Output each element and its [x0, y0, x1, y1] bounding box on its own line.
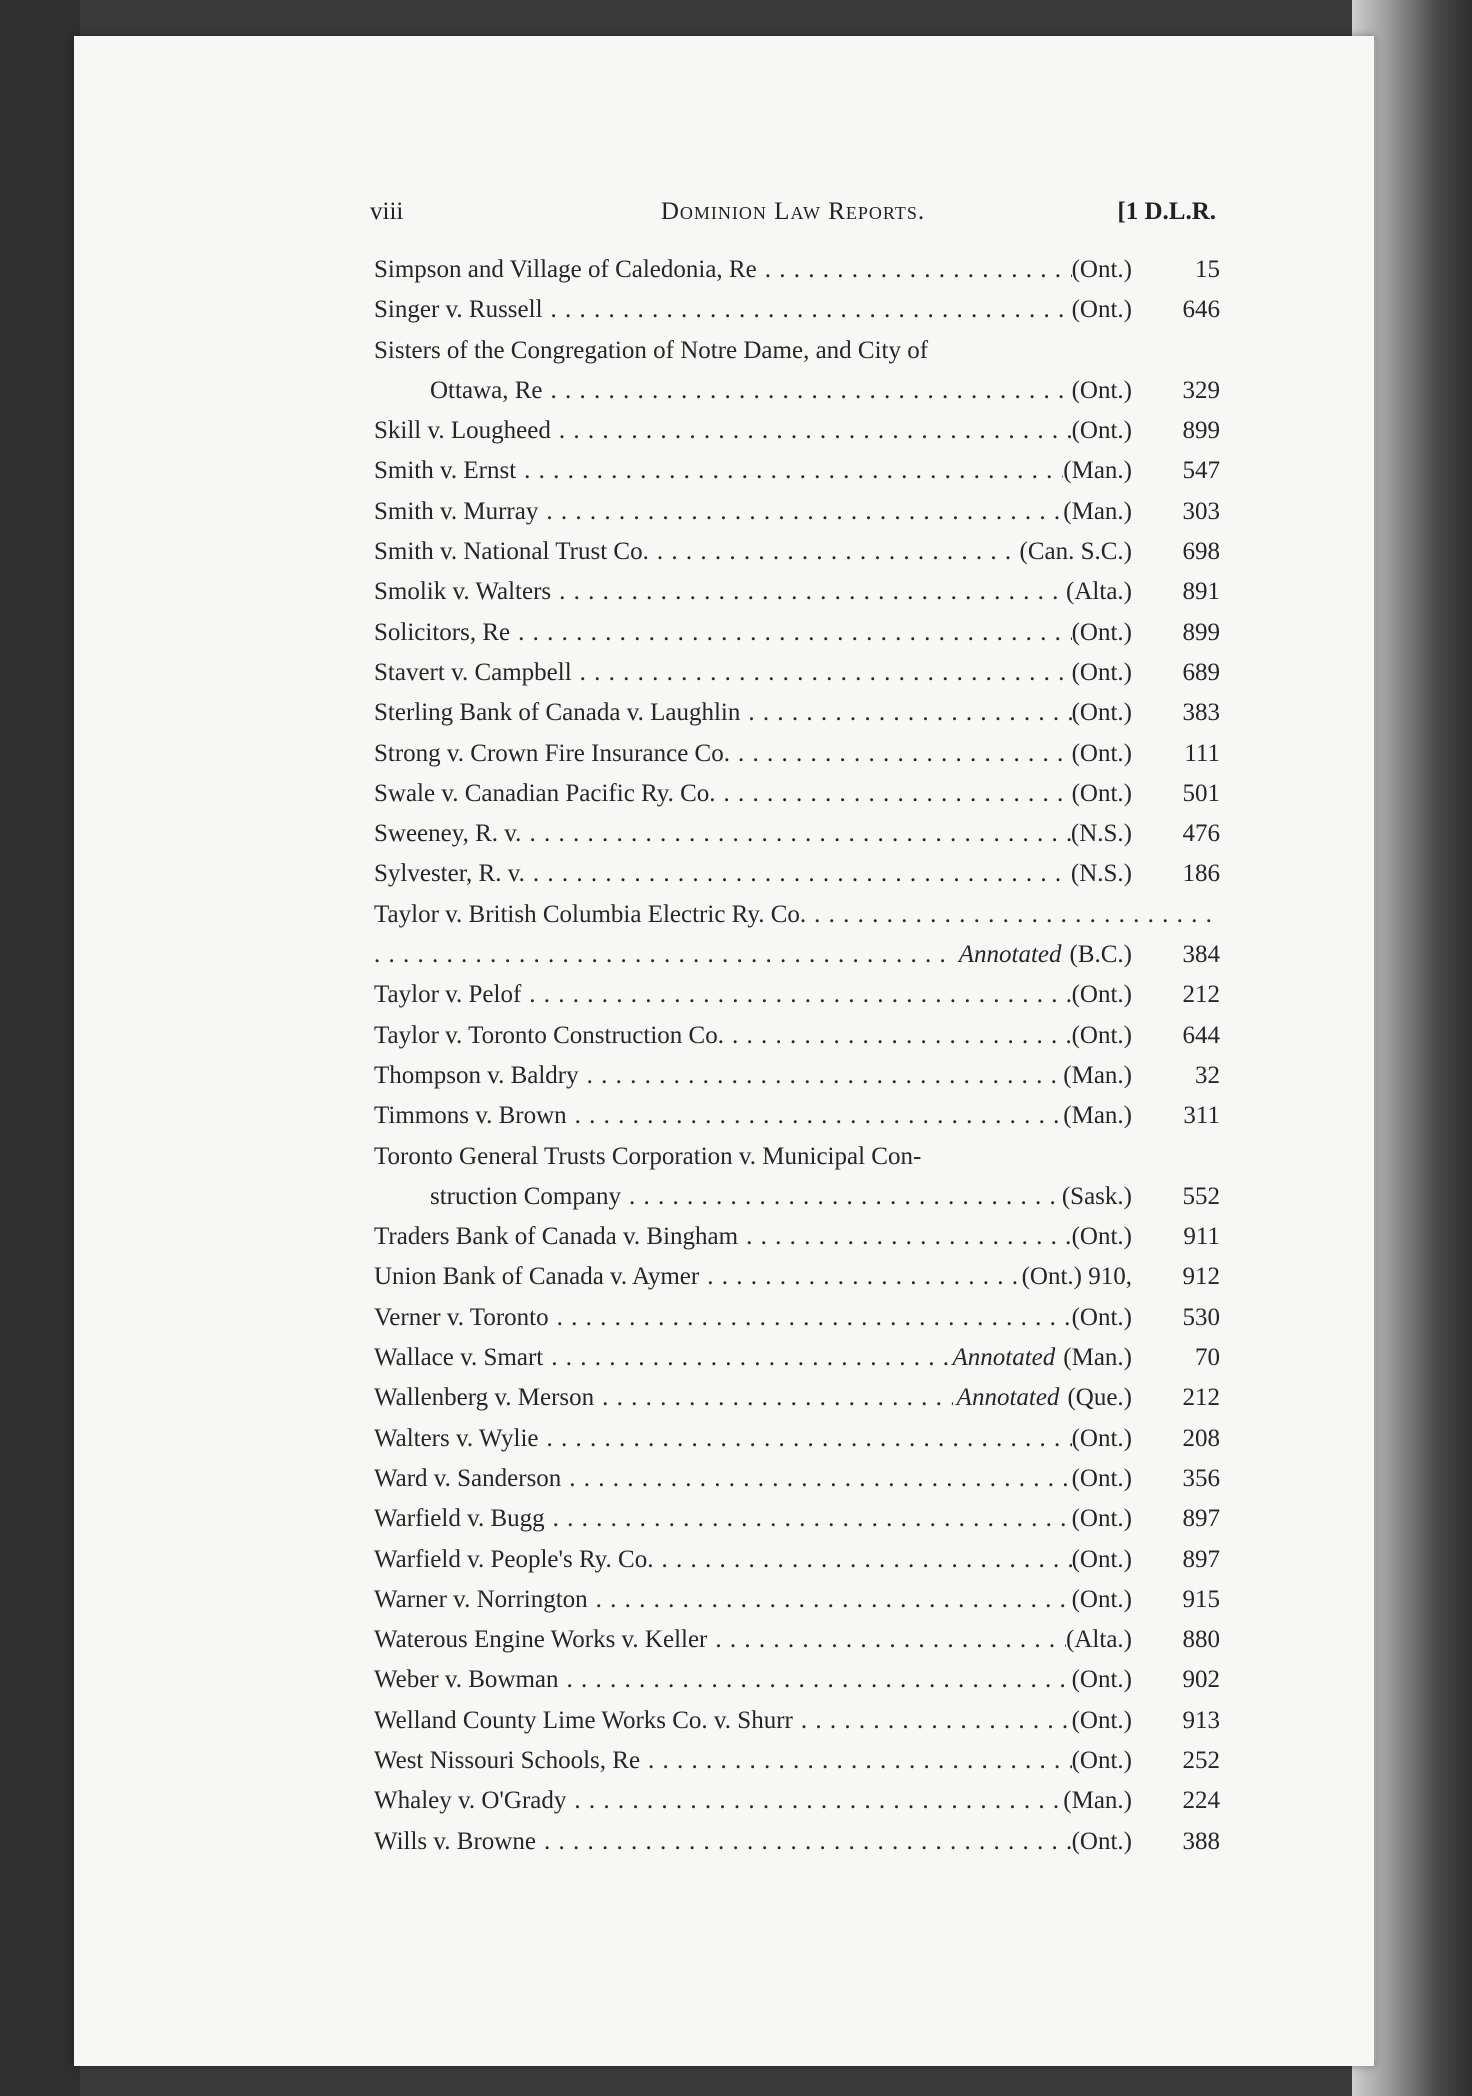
case-name: Wills v. Browne: [374, 1827, 536, 1855]
case-entry: [374, 1223, 1220, 1263]
page-number: 501: [1182, 779, 1220, 807]
page-number: 208: [1182, 1424, 1220, 1452]
case-name: Wallace v. Smart: [374, 1344, 544, 1372]
jurisdiction: (Can. S.C.): [1019, 538, 1132, 566]
case-entry: [374, 1304, 1220, 1344]
jurisdiction: (Man.): [1063, 497, 1132, 525]
dot-leader: [738, 740, 1072, 768]
case-name: Wallenberg v. Merson: [374, 1384, 595, 1412]
dot-leader: [551, 296, 1072, 324]
jurisdiction: (Man.): [1063, 1787, 1132, 1815]
jurisdiction: (Ont.): [1071, 376, 1132, 404]
page-number: 911: [1183, 1223, 1220, 1251]
page-number: 897: [1182, 1545, 1220, 1573]
dot-leader: [546, 498, 1063, 526]
case-name: Smolik v. Walters: [374, 578, 552, 606]
dot-leader: [529, 981, 1071, 1009]
jurisdiction: (Ont.): [1071, 1505, 1132, 1533]
case-name: Stavert v. Campbell: [374, 658, 572, 686]
case-entry: [374, 417, 1220, 457]
dot-leader: [801, 1707, 1072, 1735]
case-entry: [374, 1505, 1220, 1545]
table-of-cases: [374, 256, 1220, 1868]
jurisdiction: (N.S.): [1070, 820, 1132, 848]
dot-leader: [732, 1022, 1072, 1050]
case-entry: [374, 1263, 1220, 1303]
page-number: 899: [1182, 618, 1220, 646]
case-name-continued: Ottawa, Re: [430, 376, 543, 404]
page-number: 252: [1182, 1746, 1220, 1774]
case-name: Weber v. Bowman: [374, 1666, 559, 1694]
case-entry: [374, 1102, 1220, 1142]
page-number: 356: [1182, 1464, 1220, 1492]
jurisdiction: (Man.): [1063, 1061, 1132, 1089]
page-number: 476: [1182, 820, 1220, 848]
scan-background-left: [0, 0, 80, 2096]
case-entry: [374, 901, 1220, 941]
case-entry: [374, 1787, 1220, 1827]
jurisdiction: (Ont.): [1071, 417, 1132, 445]
case-name: West Nissouri Schools, Re: [374, 1746, 641, 1774]
page-number: 329: [1182, 376, 1220, 404]
case-entry: [374, 1546, 1220, 1586]
case-entry: [374, 1062, 1220, 1102]
page-number: 552: [1182, 1182, 1220, 1210]
running-header: [370, 198, 1216, 238]
case-name: Strong v. Crown Fire Insurance Co.: [374, 739, 730, 767]
dot-leader: [602, 1384, 953, 1412]
jurisdiction: (Ont.): [1071, 1827, 1132, 1855]
jurisdiction: (Ont.): [1071, 256, 1132, 283]
page-number: 32: [1195, 1061, 1220, 1089]
jurisdiction: (Alta.): [1066, 578, 1132, 606]
dot-leader: [596, 1586, 1072, 1614]
case-name: Solicitors, Re: [374, 618, 511, 646]
case-entry: [374, 780, 1220, 820]
case-entry-continued: [374, 941, 1220, 981]
case-name: Taylor v. Pelof: [374, 981, 522, 1009]
page-number: 311: [1183, 1102, 1220, 1130]
dot-leader: [587, 1062, 1064, 1090]
dot-leader: [533, 860, 1071, 888]
dot-leader: [559, 417, 1072, 445]
page-number: 880: [1182, 1626, 1220, 1654]
case-name: Smith v. Ernst: [374, 457, 517, 485]
case-entry: [374, 1828, 1220, 1868]
annotated-note: Annotated: [956, 1384, 1060, 1412]
page-number: 899: [1182, 417, 1220, 445]
case-name: Union Bank of Canada v. Aymer: [374, 1263, 700, 1291]
case-entry: [374, 1344, 1220, 1384]
page-number: 70: [1195, 1344, 1220, 1372]
case-entry: [374, 498, 1220, 538]
dot-leader: [765, 256, 1072, 284]
dot-leader: [707, 1263, 1021, 1291]
jurisdiction: (B.C.): [1069, 941, 1132, 969]
case-entry: [374, 1425, 1220, 1465]
page-number: 224: [1182, 1787, 1220, 1815]
page-number: 897: [1182, 1505, 1220, 1533]
dot-leader: [557, 1304, 1072, 1332]
case-entry: [374, 981, 1220, 1021]
volume-label: [1 D.L.R.: [1117, 198, 1216, 225]
case-entry: [374, 1707, 1220, 1747]
case-entry: [374, 1586, 1220, 1626]
case-name: Ward v. Sanderson: [374, 1464, 562, 1492]
dot-leader: [529, 820, 1070, 848]
dot-leader: [524, 457, 1063, 485]
page-number: 913: [1182, 1706, 1220, 1734]
page-number: 383: [1182, 699, 1220, 727]
case-entry: [374, 538, 1220, 578]
jurisdiction: (Ont.) 910,: [1021, 1263, 1132, 1291]
case-entry: [374, 659, 1220, 699]
case-name: Sterling Bank of Canada v. Laughlin: [374, 699, 741, 727]
page-number: 891: [1182, 578, 1220, 606]
dot-leader: [544, 1828, 1072, 1856]
dot-leader: [553, 1505, 1072, 1533]
case-entry: [374, 256, 1220, 296]
case-name: Singer v. Russell: [374, 296, 543, 324]
page-number: 915: [1182, 1585, 1220, 1613]
case-entry: [374, 1626, 1220, 1666]
annotated-note: Annotated: [958, 941, 1062, 969]
page-number: 547: [1182, 457, 1220, 485]
case-name: Smith v. National Trust Co.: [374, 538, 649, 566]
dot-leader: [661, 1546, 1071, 1574]
case-name: Taylor v. British Columbia Electric Ry. Co.: [374, 900, 807, 928]
case-entry: [374, 860, 1220, 900]
case-name: Toronto General Trusts Corporation v. Municipal Con-: [374, 1142, 922, 1170]
dot-leader: [629, 1183, 1062, 1211]
case-name: Swale v. Canadian Pacific Ry. Co.: [374, 779, 716, 807]
page-number: 644: [1182, 1021, 1220, 1049]
dot-leader: [374, 941, 955, 969]
jurisdiction: (Ont.): [1071, 1706, 1132, 1734]
page-number: 646: [1182, 296, 1220, 324]
case-entry: [374, 337, 1220, 377]
running-title: Dominion Law Reports.: [660, 198, 926, 225]
jurisdiction: (Que.): [1067, 1384, 1132, 1412]
page-number: 186: [1182, 860, 1220, 888]
case-name: Walters v. Wylie: [374, 1424, 539, 1452]
dot-leader: [518, 619, 1071, 647]
page-number: 212: [1182, 1384, 1220, 1412]
case-entry: [374, 1022, 1220, 1062]
jurisdiction: (Man.): [1063, 1102, 1132, 1130]
page-number: 388: [1182, 1827, 1220, 1855]
case-name: Smith v. Murray: [374, 497, 539, 525]
case-name: Whaley v. O'Grady: [374, 1787, 567, 1815]
jurisdiction: (Man.): [1063, 457, 1132, 485]
jurisdiction: (Ont.): [1071, 779, 1132, 807]
case-name: Skill v. Lougheed: [374, 417, 551, 445]
dot-leader: [547, 1425, 1072, 1453]
page-number: 384: [1182, 941, 1220, 969]
dot-leader: [724, 780, 1072, 808]
case-name: Sisters of the Congregation of Notre Dame, and City of: [374, 336, 929, 364]
dot-leader: [575, 1102, 1064, 1130]
case-name: Traders Bank of Canada v. Bingham: [374, 1223, 739, 1251]
jurisdiction: (Ont.): [1071, 658, 1132, 686]
jurisdiction: (N.S.): [1070, 860, 1132, 888]
dot-leader: [559, 578, 1066, 606]
dot-leader: [657, 538, 1020, 566]
jurisdiction: (Ont.): [1071, 1223, 1132, 1251]
case-entry: [374, 619, 1220, 659]
page-number: 689: [1182, 658, 1220, 686]
jurisdiction: (Ont.): [1071, 699, 1132, 727]
dot-leader: [569, 1465, 1071, 1493]
dot-leader: [715, 1626, 1066, 1654]
dot-leader: [574, 1787, 1063, 1815]
dot-leader: [580, 659, 1072, 687]
case-entry: [374, 578, 1220, 618]
page-label: viii: [370, 198, 404, 225]
case-name: Sweeney, R. v.: [374, 820, 522, 848]
page-number: 902: [1182, 1666, 1220, 1694]
jurisdiction: (Ont.): [1071, 1303, 1132, 1331]
case-entry: [374, 820, 1220, 860]
jurisdiction: (Sask.): [1061, 1182, 1132, 1210]
dot-leader: [814, 901, 1220, 929]
case-name: Warner v. Norrington: [374, 1585, 588, 1613]
page-number: 15: [1195, 256, 1220, 283]
case-name: Timmons v. Brown: [374, 1102, 567, 1130]
dot-leader: [551, 1344, 948, 1372]
page-number: 698: [1182, 538, 1220, 566]
page-number: 212: [1182, 981, 1220, 1009]
jurisdiction: (Ont.): [1071, 618, 1132, 646]
case-entry-continued: [374, 377, 1220, 417]
case-entry: [374, 1384, 1220, 1424]
case-name: Sylvester, R. v.: [374, 860, 525, 888]
annotated-note: Annotated: [952, 1344, 1056, 1372]
case-name: Waterous Engine Works v. Keller: [374, 1626, 708, 1654]
jurisdiction: (Ont.): [1071, 1464, 1132, 1492]
case-name: Warfield v. People's Ry. Co.: [374, 1545, 654, 1573]
page-number: 111: [1184, 739, 1220, 767]
page-number: 912: [1182, 1263, 1220, 1291]
page-number: 530: [1182, 1303, 1220, 1331]
case-name: Taylor v. Toronto Construction Co.: [374, 1021, 724, 1049]
jurisdiction: (Ont.): [1071, 1021, 1132, 1049]
case-name: Verner v. Toronto: [374, 1303, 549, 1331]
case-name-continued: struction Company: [430, 1182, 621, 1210]
case-entry-continued: [374, 1183, 1220, 1223]
jurisdiction: (Alta.): [1066, 1626, 1132, 1654]
jurisdiction: (Ont.): [1071, 981, 1132, 1009]
case-entry: [374, 740, 1220, 780]
jurisdiction: (Man.): [1063, 1344, 1132, 1372]
dot-leader: [567, 1666, 1072, 1694]
case-entry: [374, 699, 1220, 739]
case-name: Simpson and Village of Caledonia, Re: [374, 256, 757, 283]
case-entry: [374, 457, 1220, 497]
dot-leader: [550, 377, 1071, 405]
case-entry: [374, 1143, 1220, 1183]
jurisdiction: (Ont.): [1071, 1545, 1132, 1573]
jurisdiction: (Ont.): [1071, 1666, 1132, 1694]
dot-leader: [648, 1747, 1072, 1775]
case-entry: [374, 1465, 1220, 1505]
jurisdiction: (Ont.): [1071, 1585, 1132, 1613]
case-entry: [374, 296, 1220, 336]
jurisdiction: (Ont.): [1071, 739, 1132, 767]
case-entry: [374, 1747, 1220, 1787]
jurisdiction: (Ont.): [1071, 1424, 1132, 1452]
dot-leader: [748, 699, 1071, 727]
page-number: 303: [1182, 497, 1220, 525]
case-entry: [374, 1666, 1220, 1706]
case-name: Welland County Lime Works Co. v. Shurr: [374, 1706, 793, 1734]
jurisdiction: (Ont.): [1071, 296, 1132, 324]
jurisdiction: (Ont.): [1071, 1746, 1132, 1774]
case-name: Thompson v. Baldry: [374, 1061, 579, 1089]
case-name: Warfield v. Bugg: [374, 1505, 545, 1533]
dot-leader: [746, 1223, 1072, 1251]
